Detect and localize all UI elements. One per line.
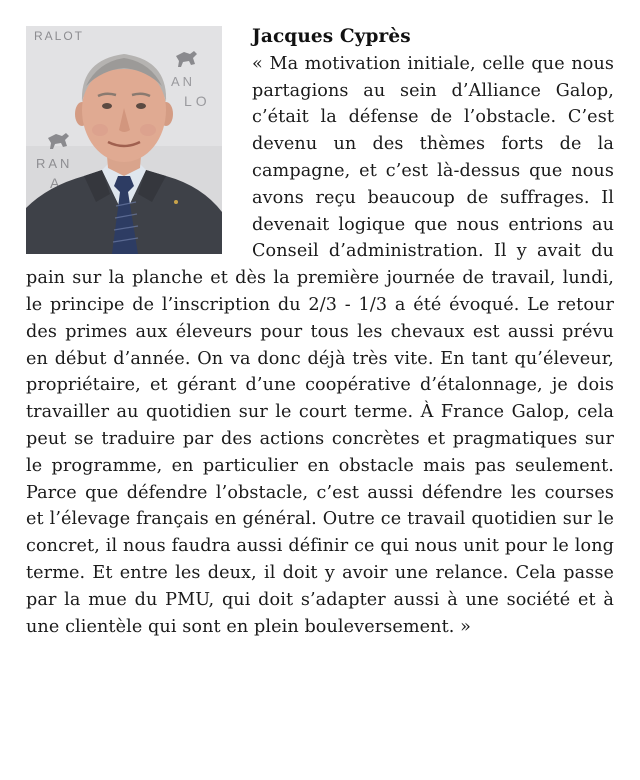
quote-text: « Ma motivation initiale, celle que nous partagions au sein d’Alliance Galop, c’était la défense de l’obstacle. C’est devenu un des thèmes forts de la campagne, et c’est là-dessus que nous avons reçu beaucoup de suffrages. Il devenait logique que nous entrions au Conseil d’administration. Il y avait du pain sur la planche et dès la première journée de travail, lundi, le principe de l’inscription du 2/3 - 1/3 a été évoqué. Le retour des primes aux éleveurs pour tous les chevaux est aussi prévu en début d’année. On va donc déjà très vite. En tant qu’éleveur, propriétaire, et gérant d’une coopérative d’étalonnage, je dois travailler au quotidien sur le court terme. À France Galop, cela peut se traduire par des actions concrètes et pragmatiques sur le programme, en particulier en obstacle mais pas seulement. Parce que défendre l’obstacle, c’est aussi défendre les courses et l’élevage français en général. Outre ce travail quotidien sur le concret, il nous faudra aussi définir ce qui nous unit pour le long terme. Et entre les deux, il doit y avoir une relance. Cela passe par la mue du PMU, qui doit s’adapter aussi à une société et à une clientèle qui sont en plein bouleversement. » xyxy=(26,53,614,637)
backdrop-text: LO xyxy=(184,93,211,109)
author-name: Jacques Cyprès xyxy=(252,26,411,47)
author-photo xyxy=(26,26,222,254)
backdrop-text: RALOT xyxy=(34,29,85,43)
article xyxy=(26,26,614,640)
backdrop-text: AN xyxy=(171,74,196,89)
backdrop-text: A xyxy=(50,175,60,191)
backdrop-text: RAN xyxy=(36,156,73,171)
